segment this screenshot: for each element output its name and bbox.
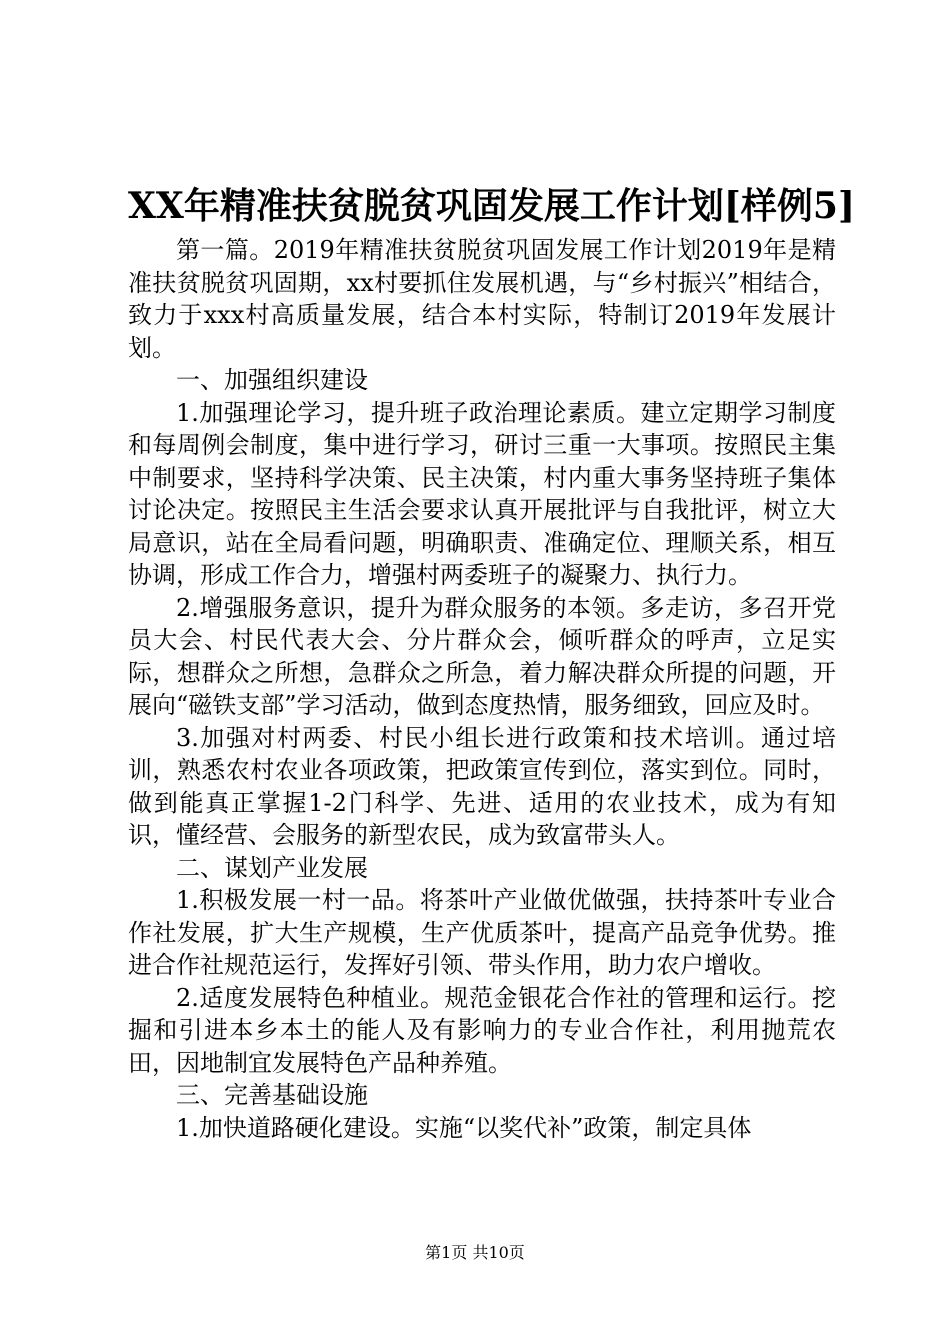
document-title: XX年精准扶贫脱贫巩固发展工作计划[样例5] [128, 185, 855, 227]
section-heading-2: 二、谋划产业发展 [176, 853, 368, 882]
paragraph-intro: 第一篇。2019年精准扶贫脱贫巩固发展工作计划2019年是精准扶贫脱贫巩固期，xx村要抓住发展机遇，与“乡村振兴”相结合，致力于xxx村高质量发展，结合本村实际，特制订2019年发展计划。 [128, 236, 836, 362]
document-body [128, 234, 836, 1144]
page-footer: 第1页 共10页 [425, 1243, 525, 1262]
paragraph-1-1: 1.加强理论学习，提升班子政治理论素质。建立定期学习制度和每周例会制度，集中进行学习，研讨三重一大事项。按照民主集中制要求，坚持科学决策、民主决策，村内重大事务坚持班子集体讨论决定。按照民主生活会要求认真开展批评与自我批评，树立大局意识，站在全局看问题，明确职责、准确定位、理顺关系，相互协调，形成工作合力，增强村两委班子的凝聚力、执行力。 [128, 398, 836, 589]
paragraph-1-3: 3.加强对村两委、村民小组长进行政策和技术培训。通过培训，熟悉农村农业各项政策，把政策宣传到位，落实到位。同时，做到能真正掌握1-2门科学、先进、适用的农业技术，成为有知识，懂经营、会服务的新型农民，成为致富带头人。 [128, 723, 836, 849]
paragraph-2-2: 2.适度发展特色种植业。规范金银花合作社的管理和运行。挖掘和引进本乡本土的能人及有影响力的专业合作社，利用抛荒农田，因地制宜发展特色产品种养殖。 [128, 983, 836, 1077]
paragraph-2-1: 1.积极发展一村一品。将茶叶产业做优做强，扶持茶叶专业合作社发展，扩大生产规模，生产优质茶叶，提高产品竞争优势。推进合作社规范运行，发挥好引领、带头作用，助力农户增收。 [128, 886, 836, 979]
section-heading-1: 一、加强组织建设 [176, 366, 368, 394]
paragraph-3-1: 1.加快道路硬化建设。实施“以奖代补”政策，制定具体 [176, 1113, 752, 1142]
paragraph-1-2: 2.增强服务意识，提升为群众服务的本领。多走访，多召开党员大会、村民代表大会、分片群众会，倾听群众的呼声，立足实际，想群众之所想，急群众之所急，着力解决群众所提的问题，开展向“磁铁支部”学习活动，做到态度热情，服务细致，回应及时。 [128, 593, 836, 719]
section-heading-3: 三、完善基础设施 [176, 1081, 368, 1109]
